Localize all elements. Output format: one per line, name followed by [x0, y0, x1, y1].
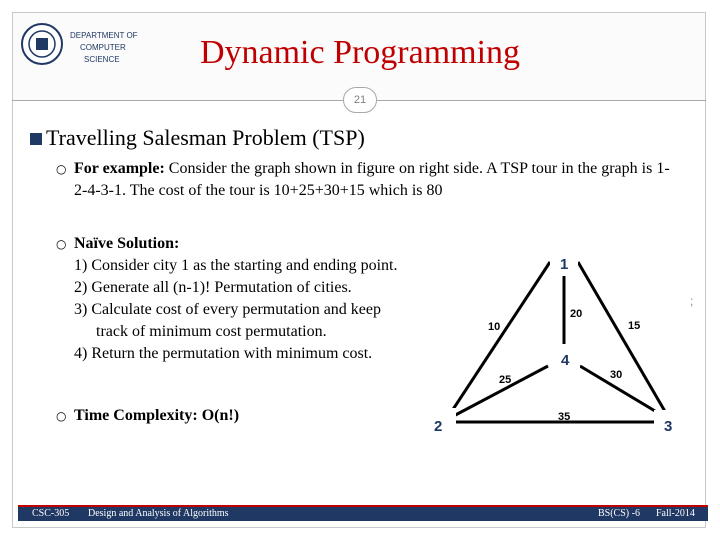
time-complexity: Time Complexity: O(n!): [74, 407, 240, 424]
logo-line1: DEPARTMENT OF: [70, 31, 138, 40]
page-title: Dynamic Programming: [199, 34, 521, 71]
weight-3-4: 30: [610, 369, 623, 381]
stray-mark: ;: [690, 294, 694, 308]
node-1: 1: [560, 256, 569, 273]
node-2: 2: [434, 418, 443, 435]
weight-1-2: 10: [488, 321, 501, 333]
naive-solution-item: [56, 233, 446, 365]
naive-solution-label: Naïve Solution:: [74, 235, 180, 252]
footer-accent-line: [18, 505, 708, 507]
naive-step-3: 3) Calculate cost of every permutation and keep: [74, 301, 381, 318]
seal-emblem-icon: [36, 38, 48, 50]
node-3: 3: [664, 418, 673, 435]
section-heading: [30, 125, 365, 151]
department-logo: [20, 14, 142, 74]
circle-bullet-icon: ○: [56, 162, 67, 176]
node-4: 4: [561, 352, 570, 369]
weight-1-4: 20: [570, 308, 583, 320]
footer-subject: Design and Analysis of Algorithms: [88, 508, 229, 519]
circle-bullet-icon: ○: [56, 237, 67, 251]
slide-number: 21: [343, 87, 377, 113]
tsp-graph: [418, 238, 704, 454]
naive-step-1: 1) Consider city 1 as the starting and ending point.: [74, 257, 398, 274]
weight-2-3: 35: [558, 411, 571, 423]
complexity-item: [56, 405, 356, 427]
example-text: Consider the graph shown in figure on right side. A TSP tour in the graph is 1-2-4-3-1. The cost of the tour is 10+25+30+15 which is 80: [74, 160, 670, 199]
naive-step-3-continued: track of minimum cost permutation.: [96, 323, 327, 340]
circle-bullet-icon: ○: [56, 409, 67, 423]
footer-course: CSC-305: [32, 508, 70, 519]
section-heading-text: Travelling Salesman Problem (TSP): [46, 125, 365, 150]
example-item: [56, 158, 676, 202]
footer-term: Fall-2014: [656, 508, 695, 519]
footer-program: BS(CS) -6: [598, 508, 640, 519]
example-label: For example:: [74, 160, 165, 177]
naive-step-4: 4) Return the permutation with minimum cost.: [74, 345, 373, 362]
logo-line3: SCIENCE: [84, 55, 120, 64]
logo-line2: COMPUTER: [80, 43, 126, 52]
weight-2-4: 25: [499, 374, 512, 386]
naive-step-2: 2) Generate all (n-1)! Permutation of cities.: [74, 279, 352, 296]
weight-1-3: 15: [628, 320, 641, 332]
checkbox-bullet-icon: [30, 133, 42, 145]
